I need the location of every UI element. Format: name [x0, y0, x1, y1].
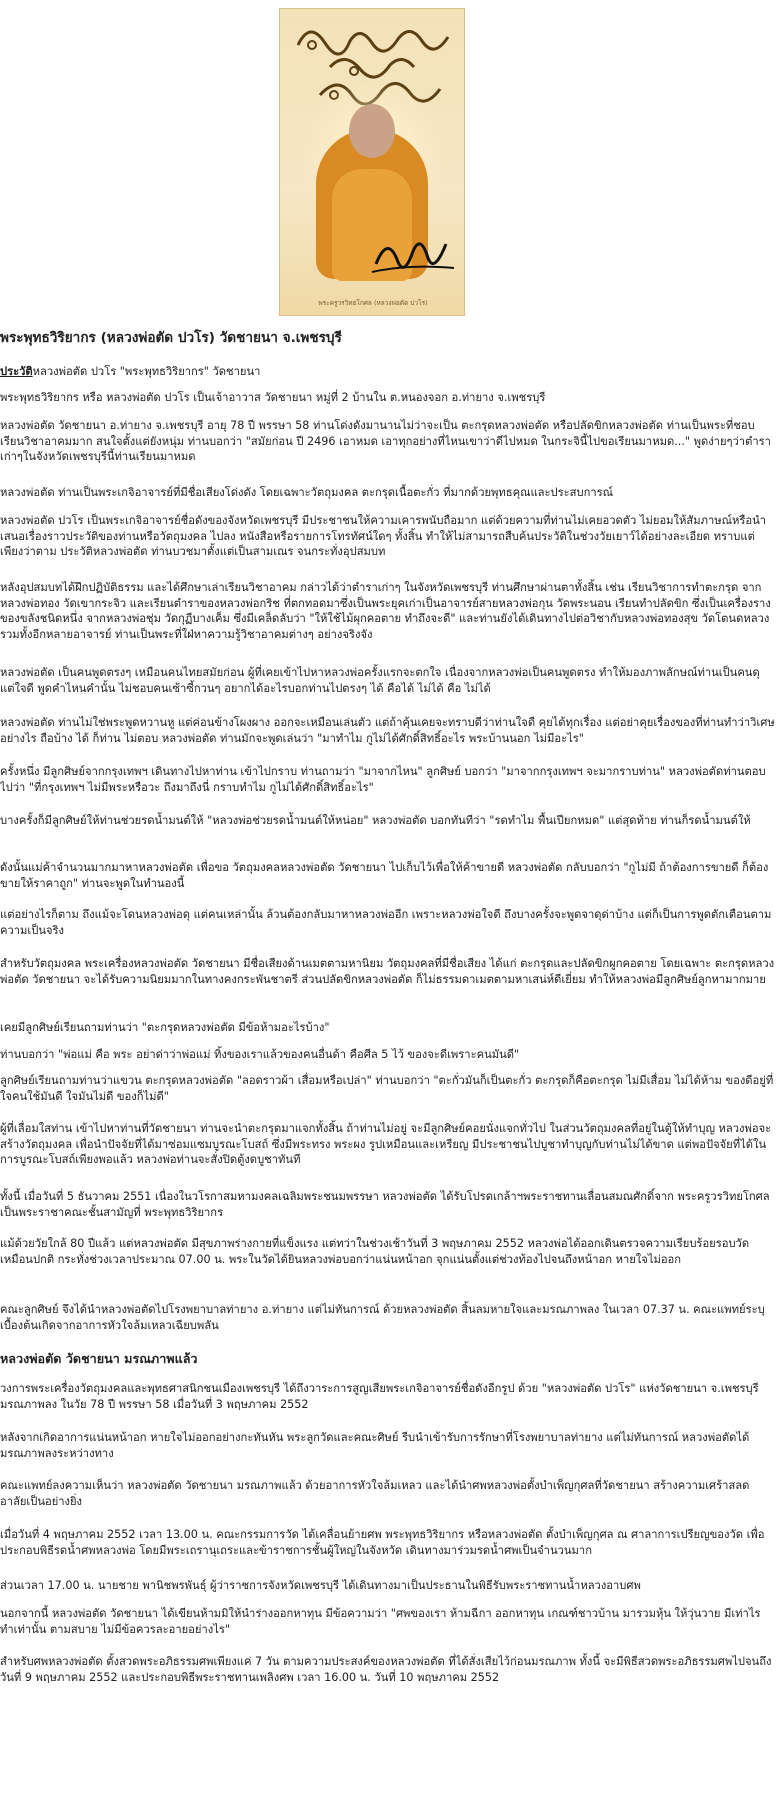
paragraph: สำหรับวัตถุมงคล พระเครื่องหลวงพ่อตัด วัดชายนา มีชื่อเสียงด้านเมตตามหานิยม วัตถุมงคลที่มีชื่อเสียง ได้แก่ ตะกรุดและปลัดขิกผูกคอตาย โดยเฉพาะ ตะกรุดหลวงพ่อตัด วัดชายนา จะได้รับความนิยมมากในทางคงกระพันชาตรี ส่วนปลัดขิกหลวงพ่อตัด ก็ไม่ธรรมดาเมตตามหาเสน่ห์ดีเยี่ยม ทำให้หลวงพ่อมีลูกศิษย์ลูกหามากมาย [0, 957, 775, 986]
paragraph: หลวงพ่อตัด วัดชายนา อ.ท่ายาง จ.เพชรบุรี อายุ 78 ปี พรรษา 58 ท่านโด่งดังมานานไม่ว่าจะเป็น ตะกรุดหลวงพ่อตัด หรือปลัดขิกหลวงพ่อตัด ท่านเป็นพระที่ชอบเรียนวิชาอาคมมาก สนใจตั้งแต่ยังหนุ่ม ท่านบอกว่า "สมัยก่อน ปี 2496 เอาหมด เอาทุกอย่างที่ไหนเขาว่าดีไปหมด ในกระจินี้ไปขอเรียนมาหมด..." พูดง่ายๆว่าตำราเก่าๆในจังหวัดเพชรบุรีนี้ท่านเรียนมาหมด [0, 419, 771, 464]
paragraph: หลังอุปสมบทได้ฝึกปฏิบัติธรรม และได้ศึกษาเล่าเรียนวิชาอาคม กล่าวได้ว่าตำราเก่าๆ ในจังหวัดเพชรบุรี ท่านศึกษาผ่านตาทั้งสิ้น เช่น เรียนวิชาการทำตะกรุด จากหลวงพ่อทอง วัดเขากระจิว และเรียนตำราของหลวงพ่อกริช ที่ตกทอดมาซึ่งเป็นพระยุคเก่าเป็นอาจารย์สายหลวงพ่อกุน วัดพระนอน เรียนทำปลัดขิก ซึ่งเป็นเครื่องรางของขลังชนิดหนึ่ง จากหลวงพ่อชุ่ม วัดกุฏีบางเค็ม ซึ่งมีเคล็ดลับว่า "ให้ใช้ไม้ผุกคอตาย ทำถึงจะดี" และท่านยังได้เดินทางไปต่อวิชากับหลวงพ่อทองสุข วัดโตนดหลวง รวมทั้งอีกหลายอาจารย์ ท่านเป็นพระที่ใฝ่หาความรู้วิชาอาคมต่างๆ อย่างจริงจัง [0, 581, 771, 641]
paragraph: นอกจากนี้ หลวงพ่อตัด วัดชายนา ได้เขียนห้ามมิให้นำร่างออกหาทุน มีข้อความว่า "ศพของเรา ห้ามฉีกา ออกหาทุน เกณฑ์ชาวบ้าน มารวมหุ้น ให้วุ่นวาย มีเท่าไร ทำเท่านั้น ตามสบาย ไม่มีข้อควรละอายอย่างไร" [0, 1607, 761, 1636]
paragraph: เมื่อวันที่ 4 พฤษภาคม 2552 เวลา 13.00 น. คณะกรรมการวัด ได้เคลื่อนย้ายศพ พระพุทธวิริยากร หรือหลวงพ่อตัด ตั้งบำเพ็ญกุศล ณ ศาลาการเปรียญของวัด เพื่อประกอบพิธีรดน้ำศพหลวงพ่อ โดยมีพระเถรานุเถระและข้าราชการชั้นผู้ใหญ่ในจังหวัด เดินทางมาร่วมรดน้ำศพเป็นจำนวนมาก [0, 1528, 765, 1557]
paragraph: คณะแพทย์ลงความเห็นว่า หลวงพ่อตัด วัดชายนา มรณภาพแล้ว ด้วยอาการหัวใจล้มเหลว และได้นำศพหลวงพ่อตั้งบำเพ็ญกุศลที่วัดชายนา สร้างความเศร้าสลดอาลัยเป็นอย่างยิ่ง [0, 1479, 750, 1508]
history-line [0, 364, 775, 380]
signature-image [368, 224, 458, 284]
paragraph: ผู้ที่เลื่อมใสท่าน เข้าไปหาท่านที่วัดชายนา ท่านจะนำตะกรุดมาแจกทั้งสิ้น ถ้าท่านไม่อยู่ จะมีลูกศิษย์คอยนั่งแจกทั่วไป ในส่วนวัตถุมงคลที่อยู่ในตู้ให้ทำบุญ หลวงพ่อจะสร้างวัตถุมงคล เพื่อนำปัจจัยที่ได้มาซ่อมแซมบูรณะโบสถ์ ซึ่งมีพระทรง พระผง รูปเหมือนและเหรียญ มีประชาชนไปบูชาทำบุญกับท่านไม่ได้ขาด แต่พอปัจจัยที่ได้ในการบูรณะโบสถ์เพียงพอแล้ว หลวงพ่อท่านจะสั่งปิดตู้งดบูชาทันที [0, 1122, 772, 1167]
paragraph: ท่านบอกว่า "พ่อแม่ คือ พระ อย่าด่าว่าพ่อแม่ ทิ้งของเราแล้วของคนอื่นด้า คือศีล 5 ไว้ ของจะดีเพราะคนมันดี" [0, 1048, 520, 1061]
paragraph: สำหรับศพหลวงพ่อตัด ตั้งสวดพระอภิธรรมศพเพียงแค่ 7 วัน ตามความประสงค์ของหลวงพ่อตัด ที่ได้สั่งเสียไว้ก่อนมรณภาพ ทั้งนี้ จะมีพิธีสวดพระอภิธรรมศพไปจนถึงวันที่ 9 พฤษภาคม 2552 และประกอบพิธีพระราชทานเพลิงศพ เวลา 16.00 น. วันที่ 10 พฤษภาคม 2552 [0, 1655, 772, 1684]
monk-portrait-poster [279, 8, 465, 316]
history-text: หลวงพ่อตัด ปวโร "พระพุทธวิริยากร" วัดชายนา [32, 365, 261, 378]
paragraph: วงการพระเครื่องวัตถุมงคลและพุทธศาสนิกชนเมืองเพชรบุรี ได้ถึงวาระการสูญเสียพระเกจิอาจารย์ชื่อดังอีกรูป ด้วย "หลวงพ่อตัด ปวโร" แห่งวัดชายนา จ.เพชรบุรี มรณภาพลง ในวัย 78 ปี พรรษา 58 เมื่อวันที่ 3 พฤษภาคม 2552 [0, 1382, 759, 1411]
paragraph: บางครั้งก็มีลูกศิษย์ให้ท่านช่วยรดน้ำมนต์ให้ "หลวงพ่อช่วยรดน้ำมนต์ให้หน่อย" หลวงพ่อตัด บอกทันทีว่า "รดทำไม พื้นเปียกหมด" แต่สุดท้าย ท่านก็รดน้ำมนต์ให้ [0, 814, 751, 827]
paragraph: แม้ด้วยวัยใกล้ 80 ปีแล้ว แต่หลวงพ่อตัด มีสุขภาพร่างกายที่แข็งแรง แต่ทว่าในช่วงเช้าวันที่ 3 พฤษภาคม 2552 หลวงพ่อได้ออกเดินตรวจความเรียบร้อยรอบวัดเหมือนปกติ กระทั่งช่วงเวลาประมาณ 07.00 น. พระในวัดได้ยินหลวงพ่อบอกว่าแน่นหน้าอก จุกแน่นตั้งแต่ช่วงท้องไปจนถึงหน้าอก หายใจไม่ออก [0, 1237, 750, 1266]
paragraph: พระพุทธวิริยากร หรือ หลวงพ่อตัด ปวโร เป็นเจ้าอาวาส วัดชายนา หมู่ที่ 2 บ้านใน ต.หนองจอก อ.ท่ายาง จ.เพชรบุรี [0, 391, 546, 404]
paragraph: ลูกศิษย์เรียนถามท่านว่าแขวน ตะกรุดหลวงพ่อตัด "ลอดราวผ้า เสื่อมหรือเปล่า" ท่านบอกว่า "ตะกั่วมันก็เป็นตะกั่ว ตะกรุดก็คือตะกรุด ไม่มีเสื่อม ไม่ได้ห้าม ของดีอยู่ที่ใจคนใช้มันดี ใจมันไม่ดี ของก็ไม่ดี" [0, 1074, 774, 1103]
paragraph: ดังนั้นแม่ค้าจำนวนมากมาหาหลวงพ่อตัด เพื่อขอ วัตถุมงคลหลวงพ่อตัด วัดชายนา ไปเก็บไว้เพื่อให้ค้าขายดี หลวงพ่อตัด กลับบอกว่า "กูไม่มี ถ้าต้องการขายดี ก็ต้องขายให้ราคาถูก" ท่านจะพูดในทำนองนี้ [0, 861, 769, 890]
paragraph: หลวงพ่อตัด ท่านไม่ใช่พระพูดหวานหู แต่ค่อนข้างโผงผาง ออกจะเหมือนเล่นตัว แต่ถ้าคุ้นเคยจะทราบดีว่าท่านใจดี คุยได้ทุกเรื่อง แต่อย่าคุยเรื่องของที่ท่านทำว่าวิเศษอย่างไร ถือบ้าง ได้ ก็ท่าน ไม่ตอบ หลวงพ่อตัด ท่านมักจะพูดเล่นว่า "มาทำไม กูไม่ได้ศักดิ์สิทธิ์อะไร พระบ้านนอก ไม่มีอะไร" [0, 716, 775, 745]
paragraph: หลังจากเกิดอาการแน่นหน้าอก หายใจไม่ออกอย่างกะทันหัน พระลูกวัดและคณะศิษย์ รีบนำเข้ารับการรักษาที่โรงพยาบาลท่ายาง แต่ไม่ทันการณ์ หลวงพ่อตัดได้มรณภาพลงระหว่างทาง [0, 1431, 750, 1460]
paragraph: ทั้งนี้ เมื่อวันที่ 5 ธันวาคม 2551 เนื่องในวโรกาสมหามงคลเฉลิมพระชนมพรรษา หลวงพ่อตัด ได้รับโปรดเกล้าฯพระราชทานเลื่อนสมณศักดิ์จาก พระครูวรวิทยโกศล เป็นพระราชาคณะชั้นสามัญที่ พระพุทธวิริยากร [0, 1190, 770, 1219]
article-title: พระพุทธวิริยากร (หลวงพ่อตัด ปวโร) วัดชายนา จ.เพชรบุรี [0, 330, 342, 346]
monk-head [349, 104, 395, 158]
paragraph: หลวงพ่อตัด ท่านเป็นพระเกจิอาจารย์ที่มีชื่อเสียงโด่งดัง โดยเฉพาะวัตถุมงคล ตะกรุดเนื้อตะกั่ว ที่มากด้วยพุทธคุณและประสบการณ์ [0, 486, 614, 499]
history-label: ประวัติ [0, 365, 33, 378]
paragraph: แต่อย่างไรก็ตาม ถึงแม้จะโดนหลวงพ่อดุ แต่คนเหล่านั้น ล้วนต้องกลับมาหาหลวงพ่ออีก เพราะหลวงพ่อใจดี ถึงบางครั้งจะพูดจาดุด่าบ้าง แต่ก็เป็นการพูดตักเตือนตามความเป็นจริง [0, 908, 772, 937]
paragraph: หลวงพ่อตัด ปวโร เป็นพระเกจิอาจารย์ชื่อดังของจังหวัดเพชรบุรี มีประชาชนให้ความเคารพนับถือมาก แต่ด้วยความที่ท่านไม่เคยอวดตัว ไม่ยอมให้สัมภาษณ์หรือนำเสนอเรื่องราวประวัติของท่านหรือวัตถุมงคล ไปลง หนังสือหรือรายการโทรทัศน์ใดๆ ทั้งสิ้น ทำให้ไม่สามารถสืบค้นประวัติในช่วงวัยเยาว์ได้อย่างละเอียด ทราบแต่เพียงว่าตาม ประวัติหลวงพ่อตัด ท่านบวชมาตั้งแต่เป็นสามเณร จนกระทั่งอุปสมบท [0, 514, 767, 559]
section-subheading: หลวงพ่อตัด วัดชายนา มรณภาพแล้ว [0, 1351, 198, 1366]
paragraph: หลวงพ่อตัด เป็นคนพูดตรงๆ เหมือนคนไทยสมัยก่อน ผู้ที่เคยเข้าไปหาหลวงพ่อครั้งแรกจะตกใจ เนื่องจากหลวงพ่อเป็นคนพูดตรง ทำให้มองภาพลักษณ์ท่านเป็นคนดุ แต่ใจดี พูดคำไหนคำนั้น ไม่ชอบคนเซ้าซี้กวนๆ อยากได้อะไรบอกท่านไปตรงๆ ได้ คือได้ ไม่ได้ คือ ไม่ได้ [0, 666, 760, 695]
poster-caption: พระครูวรวิทยโกศล (หลวงพ่อตัด ปวโร) [318, 299, 428, 307]
paragraph: ส่วนเวลา 17.00 น. นายชาย พานิชพรพันธุ์ ผู้ว่าราชการจังหวัดเพชรบุรี ได้เดินทางมาเป็นประธานในพิธีรับพระราชทานน้ำหลวงอาบศพ [0, 1579, 641, 1592]
paragraph: ครั้งหนึ่ง มีลูกศิษย์จากกรุงเทพฯ เดินทางไปหาท่าน เข้าไปกราบ ท่านถามว่า "มาจากไหน" ลูกศิษย์ บอกว่า "มาจากกรุงเทพฯ จะมากราบท่าน" หลวงพ่อตัดท่านตอบไปว่า "ที่กรุงเทพฯ ไม่มีพระหรือวะ ถึงมาถึงนี่ กราบทำไม กูไม่ได้ศักดิ์สิทธิ์อะไร" [0, 765, 766, 794]
paragraph: คณะลูกศิษย์ จึงได้นำหลวงพ่อตัดไปโรงพยาบาลท่ายาง อ.ท่ายาง แต่ไม่ทันการณ์ ด้วยหลวงพ่อตัด สิ้นลมหายใจและมรณภาพลง ในเวลา 07.37 น. คณะแพทย์ระบุเบื้องต้นเกิดจากอาการหัวใจล้มเหลวเฉียบพลัน [0, 1303, 765, 1332]
paragraph: เคยมีลูกศิษย์เรียนถามท่านว่า "ตะกรุดหลวงพ่อตัด มีข้อห้ามอะไรบ้าง" [0, 1021, 330, 1034]
